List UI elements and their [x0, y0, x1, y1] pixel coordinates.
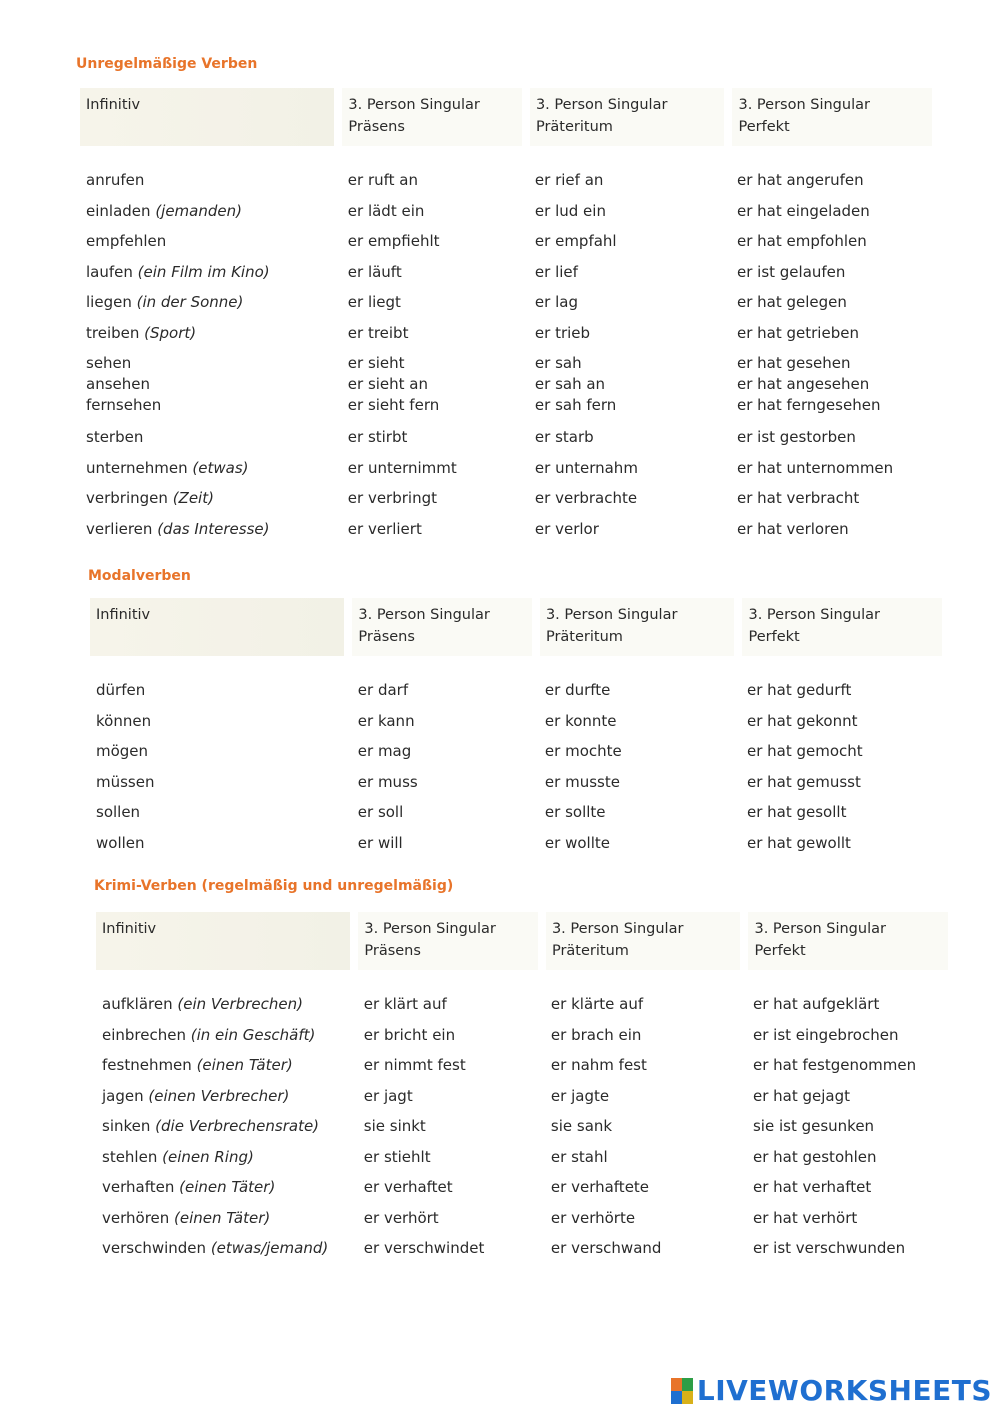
table-row — [80, 292, 940, 323]
present-cell: er klärt auf — [363, 995, 447, 1013]
infinitive-text: empfehlen — [86, 232, 167, 250]
preterite-cell: er sah er sah an er sah fern — [534, 354, 617, 414]
infinitive-note: (das Interesse) — [157, 519, 270, 538]
infinitive-text: verlieren — [86, 519, 153, 538]
header-cell: 3. Person Singular Präsens — [342, 88, 522, 146]
header-cell: 3. Person Singular Perfekt — [732, 88, 932, 146]
perfect-cell: er hat empfohlen — [736, 232, 867, 250]
preterite-cell: er lief — [534, 262, 578, 281]
preterite-cell: er unternahm — [534, 458, 638, 477]
infinitive-note: (Sport) — [144, 323, 197, 342]
perfect-cell: er hat verbracht — [736, 489, 860, 507]
present-cell: er verschwindet — [363, 1239, 485, 1257]
infinitive-cell — [90, 802, 352, 823]
present-cell: er soll — [357, 803, 404, 821]
infinitive-cell — [80, 292, 342, 313]
present-cell: sie sinkt — [363, 1117, 426, 1135]
present-cell: er verhaftet — [363, 1178, 453, 1196]
present-cell: er verliert — [347, 519, 422, 538]
table-row — [96, 1147, 956, 1178]
section-title-modal: Modalverben — [88, 568, 191, 584]
infinitive-note: (in der Sonne) — [136, 293, 244, 311]
present-cell: er treibt — [347, 323, 409, 342]
infinitive-text: sinken — [102, 1117, 151, 1135]
table-row — [80, 458, 940, 489]
table-header — [80, 88, 940, 152]
infinitive-text: anrufen — [86, 171, 145, 189]
perfect-cell: sie ist gesunken — [752, 1117, 875, 1135]
table-body — [80, 170, 940, 549]
infinitive-text: einbrechen — [102, 1025, 186, 1044]
infinitive-note: (einen Verbrecher) — [148, 1086, 290, 1105]
infinitive-note: (etwas/jemand) — [210, 1239, 329, 1257]
table-row — [80, 201, 940, 232]
preterite-cell: er stahl — [550, 1147, 608, 1166]
table-header — [90, 598, 950, 662]
header-cell: 3. Person Singular Perfekt — [748, 912, 948, 970]
infinitive-text: treiben — [86, 323, 140, 342]
table-row — [80, 231, 940, 262]
infinitive-text: liegen — [86, 293, 132, 311]
infinitive-cell — [96, 1208, 358, 1229]
present-cell: er nimmt fest — [363, 1056, 466, 1074]
header-cell: 3. Person Singular Präteritum — [540, 598, 735, 656]
infinitive-note: (etwas) — [192, 458, 249, 477]
present-cell: er verhört — [363, 1208, 439, 1227]
perfect-cell: er hat gesollt — [746, 803, 847, 821]
infinitive-cell — [96, 1055, 358, 1076]
perfect-cell: er hat festgenommen — [752, 1056, 917, 1074]
infinitive-text: unternehmen — [86, 458, 188, 477]
infinitive-text: sterben — [86, 428, 144, 446]
preterite-cell: er lag — [534, 293, 578, 311]
infinitive-note: (ein Verbrechen) — [177, 995, 303, 1013]
header-cell: 3. Person Singular Präsens — [352, 598, 532, 656]
perfect-cell: er hat verhört — [752, 1208, 858, 1227]
table-row — [80, 519, 940, 550]
preterite-cell: er rief an — [534, 171, 604, 189]
infinitive-note: (in ein Geschäft) — [190, 1025, 316, 1044]
perfect-cell: er hat aufgeklärt — [752, 995, 880, 1013]
header-cell: 3. Person Singular Präteritum — [546, 912, 741, 970]
table-row — [90, 772, 950, 803]
infinitive-text: verbringen — [86, 489, 168, 507]
present-cell: er jagt — [363, 1086, 413, 1105]
infinitive-cell — [96, 1025, 358, 1046]
perfect-cell: er ist eingebrochen — [752, 1025, 899, 1044]
table-row — [80, 427, 940, 458]
infinitive-cell — [90, 741, 352, 762]
perfect-cell: er hat gekonnt — [746, 711, 858, 730]
perfect-cell: er hat gedurft — [746, 681, 852, 699]
table-row — [80, 353, 940, 427]
infinitive-text: dürfen — [96, 681, 146, 699]
infinitive-text: verhaften — [102, 1178, 175, 1196]
perfect-cell: er hat unternommen — [736, 458, 894, 477]
infinitive-text: aufklären — [102, 995, 173, 1013]
infinitive-text: verschwinden — [102, 1239, 207, 1257]
perfect-cell: er ist gestorben — [736, 428, 856, 446]
infinitive-cell — [96, 1147, 358, 1168]
infinitive-cell — [90, 772, 352, 793]
present-cell: er stiehlt — [363, 1147, 431, 1166]
preterite-cell: er starb — [534, 428, 594, 446]
present-cell: er lädt ein — [347, 201, 425, 220]
perfect-cell: er hat gestohlen — [752, 1147, 877, 1166]
present-cell: er bricht ein — [363, 1025, 456, 1044]
infinitive-cell — [80, 519, 342, 540]
infinitive-cell — [80, 231, 342, 252]
table-body — [96, 994, 956, 1269]
infinitive-text: jagen — [102, 1086, 144, 1105]
preterite-cell: er verlor — [534, 519, 599, 538]
infinitive-cell — [90, 711, 352, 732]
table-row — [96, 1086, 956, 1117]
perfect-cell: er hat gemocht — [746, 742, 863, 760]
infinitive-note: (einen Täter) — [179, 1178, 276, 1196]
section-title-krimi: Krimi-Verben (regelmäßig und unregelmäßig) — [94, 878, 454, 894]
infinitive-cell — [80, 170, 342, 191]
header-cell: Infinitiv — [90, 598, 344, 656]
present-cell: er stirbt — [347, 428, 408, 446]
infinitive-text: wollen — [96, 833, 145, 852]
perfect-cell: er hat gelegen — [736, 293, 847, 311]
present-cell: er liegt — [347, 293, 401, 311]
infinitive-text: verhören — [102, 1208, 170, 1227]
infinitive-note: (einen Täter) — [196, 1056, 293, 1074]
infinitive-note: (einen Täter) — [174, 1208, 271, 1227]
perfect-cell: er ist gelaufen — [736, 262, 846, 281]
perfect-cell: er hat verloren — [736, 519, 849, 538]
present-cell: er will — [357, 833, 403, 852]
liveworksheets-badge-icon — [671, 1378, 693, 1404]
preterite-cell: er nahm fest — [550, 1056, 647, 1074]
table-row — [96, 1055, 956, 1086]
header-cell: Infinitiv — [96, 912, 350, 970]
present-cell: er verbringt — [347, 489, 437, 507]
table-row — [96, 1116, 956, 1147]
perfect-cell: er hat eingeladen — [736, 201, 870, 220]
table-row — [80, 170, 940, 201]
infinitive-note: (jemanden) — [155, 201, 242, 220]
infinitive-text: laufen — [86, 262, 133, 281]
preterite-cell: er empfahl — [534, 232, 617, 250]
infinitive-cell — [80, 262, 342, 283]
perfect-cell: er hat verhaftet — [752, 1178, 872, 1196]
section-title-irregular: Unregelmäßige Verben — [76, 56, 258, 72]
infinitive-cell — [96, 1116, 358, 1137]
infinitive-note: (ein Film im Kino) — [137, 262, 270, 281]
liveworksheets-logo — [671, 1374, 992, 1407]
infinitive-cell — [96, 1177, 358, 1198]
table-row — [80, 488, 940, 519]
preterite-cell: er musste — [544, 772, 620, 791]
preterite-cell: er sollte — [544, 803, 606, 821]
preterite-cell: er durfte — [544, 681, 611, 699]
table-krimi-verbs — [96, 912, 956, 1269]
infinitive-text: müssen — [96, 772, 155, 791]
header-cell: Infinitiv — [80, 88, 334, 146]
table-row — [90, 741, 950, 772]
table-row — [96, 1208, 956, 1239]
header-cell: 3. Person Singular Präteritum — [530, 88, 725, 146]
present-cell: er sieht er sieht an er sieht fern — [347, 354, 440, 414]
preterite-cell: sie sank — [550, 1117, 613, 1135]
infinitive-cell — [80, 458, 342, 479]
perfect-cell: er hat gewollt — [746, 833, 851, 852]
present-cell: er ruft an — [347, 171, 418, 189]
table-body — [90, 680, 950, 863]
infinitive-note: (die Verbrechensrate) — [155, 1117, 320, 1135]
infinitive-text: können — [96, 711, 152, 730]
header-cell: 3. Person Singular Präsens — [358, 912, 538, 970]
infinitive-text: festnehmen — [102, 1056, 192, 1074]
infinitive-cell — [90, 833, 352, 854]
present-cell: er darf — [357, 681, 409, 699]
preterite-cell: er konnte — [544, 711, 617, 730]
infinitive-cell — [80, 353, 342, 416]
perfect-cell: er hat gejagt — [752, 1086, 851, 1105]
present-cell: er muss — [357, 772, 418, 791]
present-cell: er kann — [357, 711, 415, 730]
infinitive-cell — [96, 994, 358, 1015]
header-cell: 3. Person Singular Perfekt — [742, 598, 942, 656]
table-row — [96, 1177, 956, 1208]
table-row — [80, 262, 940, 293]
preterite-cell: er mochte — [544, 742, 622, 760]
infinitive-text: mögen — [96, 742, 149, 760]
table-irregular-verbs — [80, 88, 940, 549]
infinitive-note: (einen Ring) — [162, 1147, 254, 1166]
infinitive-cell — [80, 323, 342, 344]
infinitive-cell — [90, 680, 352, 701]
perfect-cell: er hat gesehen er hat angesehen er hat ferngesehen — [736, 354, 881, 414]
perfect-cell: er ist verschwunden — [752, 1239, 906, 1257]
infinitive-text: einladen — [86, 201, 151, 220]
perfect-cell: er hat getrieben — [736, 323, 859, 342]
infinitive-text: stehlen — [102, 1147, 158, 1166]
table-row — [80, 323, 940, 354]
preterite-cell: er verhörte — [550, 1208, 636, 1227]
infinitive-cell — [80, 201, 342, 222]
infinitive-cell — [96, 1238, 358, 1259]
infinitive-cell — [80, 427, 342, 448]
infinitive-text: sehen ansehen fernsehen — [86, 354, 162, 414]
preterite-cell: er verbrachte — [534, 489, 638, 507]
preterite-cell: er verhaftete — [550, 1178, 650, 1196]
table-row — [90, 680, 950, 711]
preterite-cell: er brach ein — [550, 1025, 642, 1044]
logo-text: LIVEWORKSHEETS — [696, 1374, 992, 1407]
table-row — [96, 994, 956, 1025]
preterite-cell: er klärte auf — [550, 995, 644, 1013]
table-row — [90, 711, 950, 742]
preterite-cell: er verschwand — [550, 1239, 662, 1257]
infinitive-text: sollen — [96, 803, 141, 821]
present-cell: er unternimmt — [347, 458, 457, 477]
table-row — [96, 1238, 956, 1269]
preterite-cell: er jagte — [550, 1086, 610, 1105]
present-cell: er läuft — [347, 262, 402, 281]
present-cell: er mag — [357, 742, 412, 760]
present-cell: er empfiehlt — [347, 232, 440, 250]
table-modal-verbs — [90, 598, 950, 863]
perfect-cell: er hat gemusst — [746, 772, 861, 791]
infinitive-cell — [80, 488, 342, 509]
table-row — [96, 1025, 956, 1056]
table-header — [96, 912, 956, 976]
preterite-cell: er trieb — [534, 323, 591, 342]
infinitive-note: (Zeit) — [172, 489, 214, 507]
infinitive-cell — [96, 1086, 358, 1107]
perfect-cell: er hat angerufen — [736, 171, 864, 189]
table-row — [90, 802, 950, 833]
preterite-cell: er wollte — [544, 833, 610, 852]
preterite-cell: er lud ein — [534, 201, 606, 220]
table-row — [90, 833, 950, 864]
